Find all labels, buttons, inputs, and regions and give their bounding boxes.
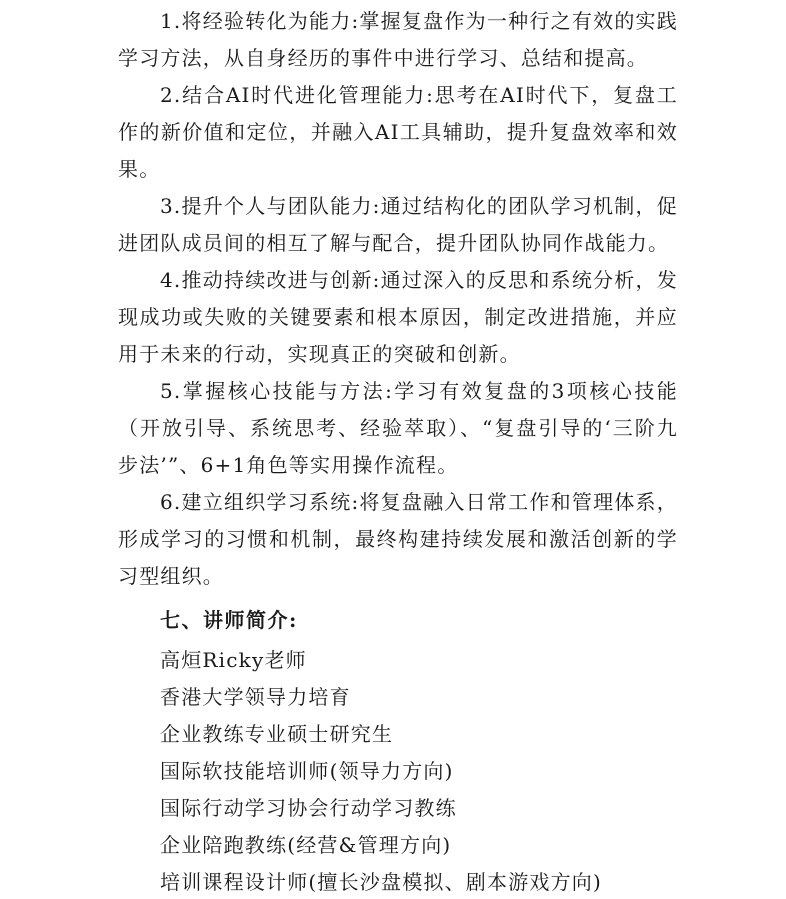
objective-item-4 (118, 262, 678, 373)
bio-line: 国际行动学习协会行动学习教练 (160, 796, 457, 820)
bio-line: 企业教练专业硕士研究生 (160, 722, 394, 746)
objective-title: 2.结合AI时代进化管理能力: (160, 83, 435, 107)
objective-title: 5.掌握核心技能与方法: (160, 379, 394, 403)
objective-item-1 (118, 3, 678, 77)
bio-line: 培训课程设计师(擅长沙盘模拟、剧本游戏方向) (160, 870, 603, 894)
objective-body: 通过深入的反思和系统分析，发现成功或失败的关键要素和根本原因，制定改进措施，并应用于未来的行动，实现真正的突破和创新。 (118, 268, 678, 366)
objective-title: 3.提升个人与团队能力: (160, 194, 381, 218)
objective-item-6 (118, 484, 678, 595)
objective-title: 4.推动持续改进与创新: (160, 268, 381, 292)
bio-line: 国际软技能培训师(领导力方向) (160, 759, 454, 783)
objective-body: 思考在AI时代下，复盘工作的新价值和定位，并融入AI工具辅助，提升复盘效率和效果。 (118, 83, 678, 181)
bio-line: 企业陪跑教练(经营&管理方向) (160, 833, 452, 857)
objective-item-2 (118, 77, 678, 188)
objective-item-5 (118, 373, 678, 484)
objective-body: 学习有效复盘的3项核心技能（开放引导、系统思考、经验萃取）、“复盘引导的‘三阶九步法’”、6+1角色等实用操作流程。 (118, 379, 678, 477)
bio-line: 香港大学领导力培育 (160, 685, 351, 709)
section-heading-instructor: 七、讲师简介: (160, 608, 298, 632)
bio-line: 高烜Ricky老师 (160, 648, 307, 672)
objective-title: 6.建立组织学习系统: (160, 490, 360, 514)
objective-item-3 (118, 188, 678, 262)
objective-body: 掌握复盘作为一种行之有效的实践学习方法，从自身经历的事件中进行学习、总结和提高。 (118, 9, 678, 70)
objective-body: 通过结构化的团队学习机制，促进团队成员间的相互了解与配合，提升团队协同作战能力。 (118, 194, 678, 255)
objective-body: 将复盘融入日常工作和管理体系，形成学习的习惯和机制，最终构建持续发展和激活创新的学习型组织。 (118, 490, 678, 588)
objective-title: 1.将经验转化为能力: (160, 9, 360, 33)
